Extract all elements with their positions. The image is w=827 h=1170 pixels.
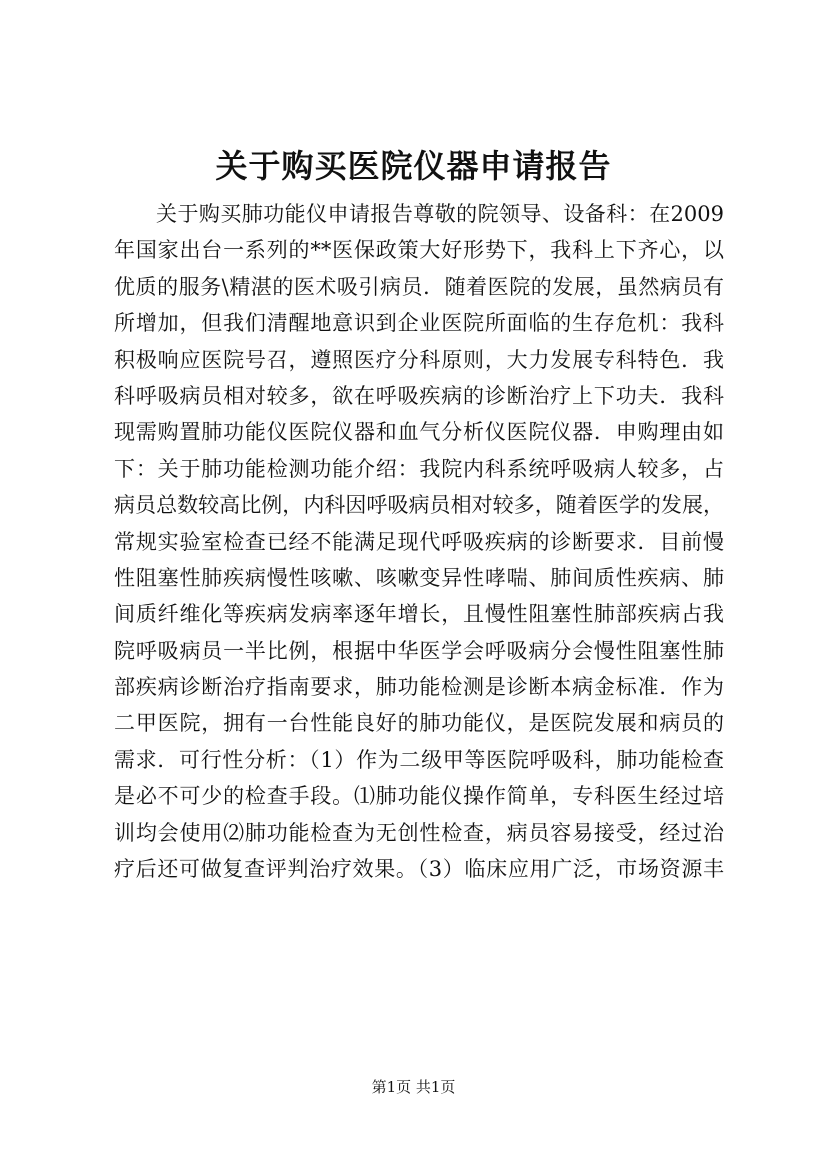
body-line: 积极响应医院号召，遵照医疗分科原则，大力发展专科特色．我	[114, 347, 724, 372]
body-line: 是必不可少的检查手段。⑴肺功能仪操作简单，专科医生经过培	[114, 784, 724, 809]
body-line: 疗后还可做复查评判治疗效果。（3）临床应用广泛，市场资源丰	[114, 857, 724, 882]
body-line: 部疾病诊断治疗指南要求，肺功能检测是诊断本病金标准．作为	[114, 675, 724, 700]
document-body	[114, 196, 724, 887]
body-line: 间质纤维化等疾病发病率逐年增长，且慢性阻塞性肺部疾病占我	[114, 602, 724, 627]
document-title: 关于购买医院仪器申请报告	[215, 147, 612, 185]
body-line: 需求．可行性分析：（1）作为二级甲等医院呼吸科，肺功能检查	[114, 747, 724, 772]
body-line: 病员总数较高比例，内科因呼吸病员相对较多，随着医学的发展，	[114, 493, 724, 518]
body-line: 性阻塞性肺疾病慢性咳嗽、咳嗽变异性哮喘、肺间质性疾病、肺	[114, 565, 724, 590]
body-line: 二甲医院，拥有一台性能良好的肺功能仪，是医院发展和病员的	[114, 711, 724, 736]
body-line: 关于购买肺功能仪申请报告尊敬的院领导、设备科：在2009	[156, 202, 724, 226]
body-line: 训均会使用⑵肺功能检查为无创性检查，病员容易接受，经过治	[114, 820, 724, 845]
body-line: 所增加，但我们清醒地意识到企业医院所面临的生存危机：我科	[114, 311, 724, 336]
page-footer: 第1页 共1页	[371, 1078, 456, 1096]
body-line: 科呼吸病员相对较多，欲在呼吸疾病的诊断治疗上下功夫．我科	[114, 383, 724, 408]
body-line: 院呼吸病员一半比例，根据中华医学会呼吸病分会慢性阻塞性肺	[114, 638, 724, 663]
body-line: 下：关于肺功能检测功能介绍：我院内科系统呼吸病人较多，占	[114, 456, 724, 481]
body-line: 现需购置肺功能仪医院仪器和血气分析仪医院仪器．申购理由如	[114, 420, 724, 445]
body-line: 常规实验室检查已经不能满足现代呼吸疾病的诊断要求．目前慢	[114, 529, 724, 554]
body-line: 年国家出台一系列的**医保政策大好形势下，我科上下齐心，以	[114, 238, 724, 263]
body-line: 优质的服务\精湛的医术吸引病员．随着医院的发展，虽然病员有	[114, 274, 724, 299]
